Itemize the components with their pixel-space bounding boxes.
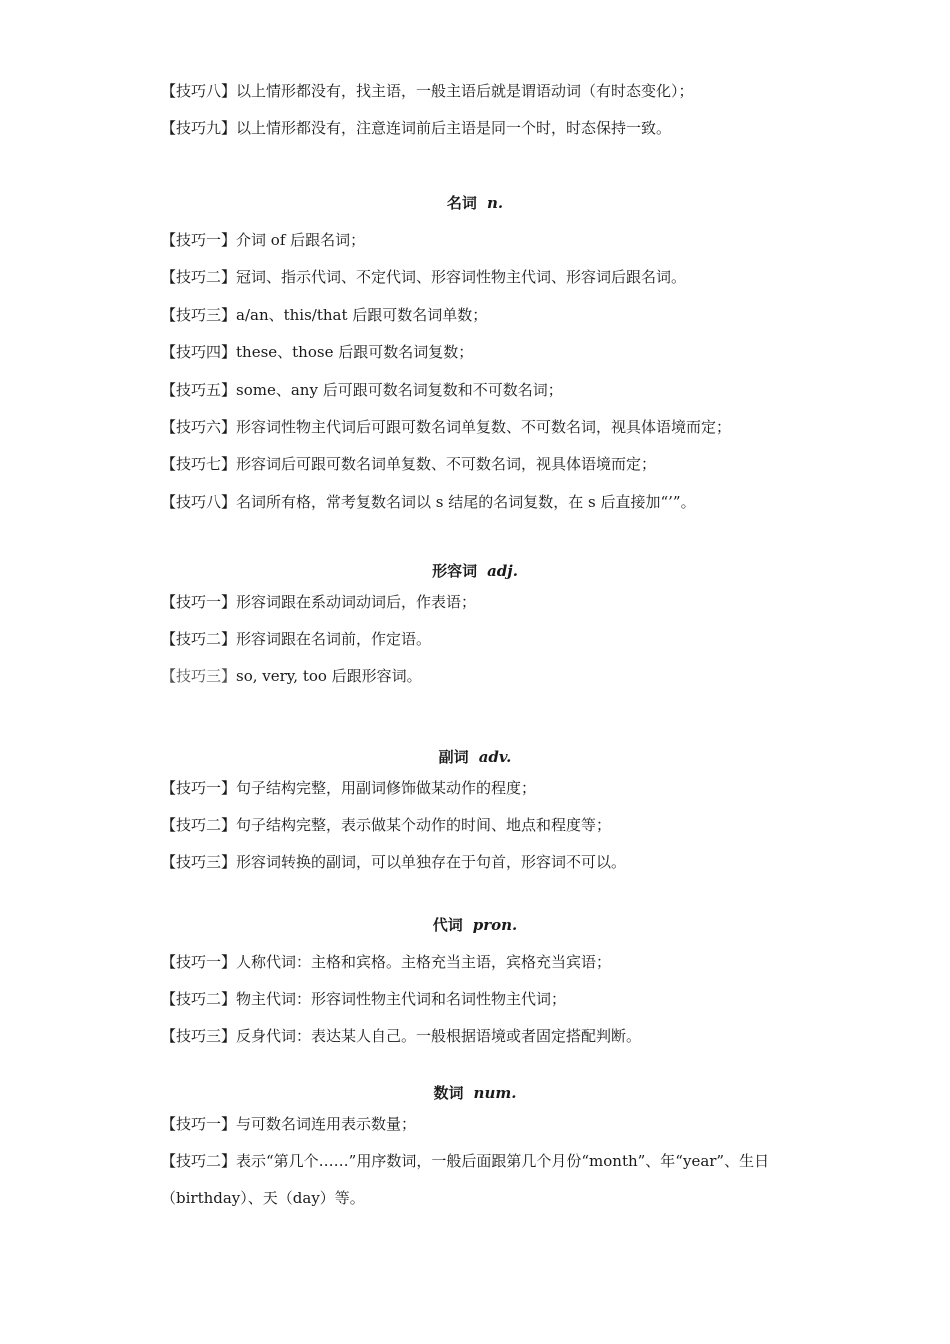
tip-text: 冠词、指示代词、不定代词、形容词性物主代词、形容词后跟名词。 xyxy=(236,268,687,286)
tip-tag: 【技巧一】 xyxy=(161,1115,237,1133)
section-title: 代词 xyxy=(432,916,463,934)
tip-line xyxy=(161,454,801,474)
tip-tag: 【技巧一】 xyxy=(161,231,237,249)
tip-line xyxy=(161,1143,801,1217)
tip-text: 句子结构完整，表示做某个动作的时间、地点和程度等； xyxy=(236,816,612,834)
section-title: 形容词 xyxy=(432,562,478,580)
section-title: 副词 xyxy=(438,748,469,766)
tip-line xyxy=(161,629,801,649)
tip-line xyxy=(161,342,801,362)
tip-text: 形容词后可跟可数名词单复数、不可数名词，视具体语境而定； xyxy=(236,455,657,473)
tip-line xyxy=(161,230,801,250)
tip-tag: 【技巧二】 xyxy=(161,268,237,286)
tip-text: some、any 后可跟可数名词复数和不可数名词； xyxy=(236,381,563,399)
section-heading-adverb xyxy=(0,747,950,767)
tip-tag: 【技巧一】 xyxy=(161,593,237,611)
tip-tag: 【技巧二】 xyxy=(161,1152,237,1170)
tip-tag: 【技巧八】 xyxy=(161,82,237,100)
section-heading-adjective xyxy=(0,561,950,581)
section-heading-numeral xyxy=(0,1083,950,1103)
section-abbr: adj. xyxy=(487,562,518,580)
tip-text: these、those 后跟可数名词复数； xyxy=(236,343,474,361)
tip-tag: 【技巧二】 xyxy=(161,990,237,1008)
section-abbr: num. xyxy=(473,1084,517,1102)
tip-line xyxy=(161,852,801,872)
tip-tag: 【技巧二】 xyxy=(161,816,237,834)
tip-text: 以上情形都没有，注意连词前后主语是同一个时，时态保持一致。 xyxy=(236,119,672,137)
tip-line xyxy=(161,666,801,686)
section-abbr: pron. xyxy=(472,916,518,934)
tip-tag: 【技巧八】 xyxy=(161,493,237,511)
tip-line xyxy=(161,118,801,138)
tip-text: a/an、this/that 后跟可数名词单数； xyxy=(236,306,488,324)
tip-line xyxy=(161,267,801,287)
section-abbr: n. xyxy=(486,194,504,212)
section-heading-noun xyxy=(0,193,950,213)
tip-line xyxy=(161,989,801,1009)
section-title: 名词 xyxy=(446,194,477,212)
tip-tag: 【技巧三】 xyxy=(161,1027,237,1045)
tip-line xyxy=(161,305,801,325)
section-heading-pronoun xyxy=(0,915,950,935)
tip-text: 介词 of 后跟名词； xyxy=(236,231,366,249)
tip-tag: 【技巧七】 xyxy=(161,455,237,473)
tip-text: 表示“第几个……”用序数词，一般后面跟第几个月份“month”、年“year”、生日（birthday）、天（day）等。 xyxy=(161,1152,770,1207)
tip-text: 与可数名词连用表示数量； xyxy=(236,1115,417,1133)
section-abbr: adv. xyxy=(478,748,512,766)
tip-text: 物主代词：形容词性物主代词和名词性物主代词； xyxy=(236,990,567,1008)
tip-tag: 【技巧三】 xyxy=(161,306,237,324)
tip-tag: 【技巧四】 xyxy=(161,343,237,361)
tip-line xyxy=(161,492,801,512)
tip-tag: 【技巧一】 xyxy=(161,953,237,971)
tip-tag: 【技巧三】 xyxy=(161,853,237,871)
tip-line xyxy=(161,81,801,101)
tip-text: 以上情形都没有，找主语，一般主语后就是谓语动词（有时态变化）； xyxy=(236,82,694,100)
tip-tag: 【技巧五】 xyxy=(161,381,237,399)
tip-line xyxy=(161,592,801,612)
tip-text: 人称代词：主格和宾格。主格充当主语，宾格充当宾语； xyxy=(236,953,612,971)
tip-line xyxy=(161,815,801,835)
tip-text: 形容词跟在系动词动词后，作表语； xyxy=(236,593,477,611)
tip-text: 形容词转换的副词，可以单独存在于句首，形容词不可以。 xyxy=(236,853,627,871)
tip-text: 形容词跟在名词前，作定语。 xyxy=(236,630,432,648)
tip-tag: 【技巧九】 xyxy=(161,119,237,137)
tip-text: 反身代词：表达某人自己。一般根据语境或者固定搭配判断。 xyxy=(236,1027,642,1045)
tip-tag: 【技巧三】 xyxy=(161,667,237,685)
tip-tag: 【技巧一】 xyxy=(161,779,237,797)
tip-text: 名词所有格，常考复数名词以 s 结尾的名词复数，在 s 后直接加“’”。 xyxy=(236,493,696,511)
tip-line xyxy=(161,952,801,972)
tip-tag: 【技巧六】 xyxy=(161,418,237,436)
tip-line xyxy=(161,417,801,437)
section-title: 数词 xyxy=(433,1084,464,1102)
tip-text: 形容词性物主代词后可跟可数名词单复数、不可数名词，视具体语境而定； xyxy=(236,418,732,436)
tip-line xyxy=(161,380,801,400)
tip-line xyxy=(161,1026,801,1046)
tip-line xyxy=(161,1114,801,1134)
tip-tag: 【技巧二】 xyxy=(161,630,237,648)
tip-line xyxy=(161,778,801,798)
tip-text: 句子结构完整，用副词修饰做某动作的程度； xyxy=(236,779,537,797)
tip-text: so, very, too 后跟形容词。 xyxy=(236,667,422,685)
